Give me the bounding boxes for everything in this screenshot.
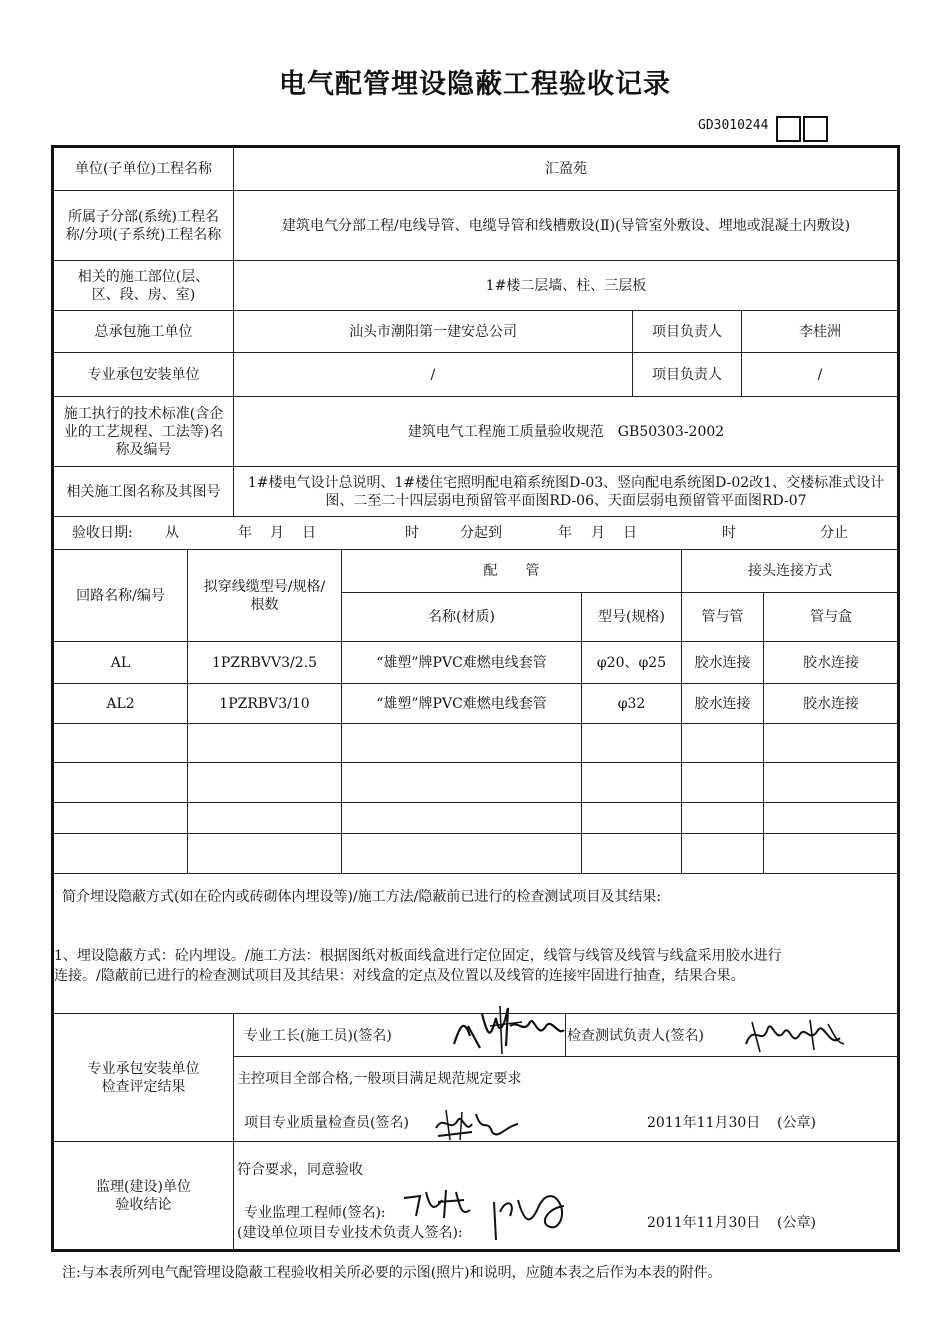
table-cell-cable: 1PZRBV3/10 — [219, 695, 310, 712]
header-joint: 接头连接方式 — [748, 563, 832, 579]
supervision-label — [54, 1142, 233, 1250]
sub-contractor-value: / — [430, 366, 436, 383]
sub-contractor-label: 专业承包安装单位 — [87, 366, 200, 383]
supervision-label-line-2: 验收结论 — [115, 1197, 172, 1213]
supervisor-signature — [398, 1182, 578, 1244]
subdivision-value: 建筑电气分部工程/电线导管、电缆导管和线槽敷设(Ⅱ)(导管室外敷设、埋地或混凝土内敷设) — [281, 217, 851, 234]
table-cell-model: φ32 — [617, 695, 646, 712]
foreman-sign-label: 专业工长(施工员)(签名) — [244, 1028, 392, 1044]
header-name: 名称(材质) — [428, 609, 495, 625]
header-circuit: 回路名称/编号 — [76, 587, 165, 604]
date-year-2: 年 — [558, 525, 572, 541]
table-cell-model: φ20、φ25 — [596, 654, 667, 671]
engineer-sign-label: 专业监理工程师(签名): — [244, 1205, 386, 1221]
drawings-label: 相关施工图名称及其图号 — [66, 483, 221, 500]
header-cable: 拟穿线缆型号/规格/根数 — [203, 578, 326, 613]
description-line-2: 连接。/隐蔽前已进行的检查测试项目及其结果：对线盒的定点及位置以及线管的连接牢固进行抽查，结果合果。 — [54, 968, 745, 984]
tester-sign-label: 检查测试负责人(签名) — [567, 1028, 704, 1044]
date-from: 从 — [165, 525, 179, 541]
unit-name-value: 汇盈苑 — [545, 160, 587, 177]
pm-value-1: 李桂洲 — [799, 323, 841, 340]
table-cell-pipe-pipe: 胶水连接 — [694, 695, 751, 712]
header-pipe: 配 管 — [483, 563, 540, 579]
supervision-label-line-1: 监理(建设)单位 — [96, 1179, 191, 1195]
date-month-2: 月 — [591, 525, 605, 541]
date-hour-1: 时 — [405, 525, 419, 541]
sub-eval-seal: (公章) — [777, 1115, 816, 1131]
date-hour-2: 时 — [722, 525, 736, 541]
table-cell-circuit: AL — [110, 654, 131, 671]
date-label: 验收日期: — [72, 525, 133, 541]
header-model: 型号(规格) — [598, 609, 665, 625]
header-pipe-pipe: 管与管 — [701, 609, 744, 625]
inspector-sign-label: 项目专业质量检查员(签名) — [244, 1115, 409, 1131]
pm-value-2: / — [817, 366, 823, 383]
sub-eval-result: 主控项目全部合格,一般项目满足规范规定要求 — [237, 1071, 522, 1087]
sub-eval-label-line-2: 检查评定结果 — [101, 1078, 186, 1095]
code-box-2 — [803, 116, 828, 142]
unit-name-label: 单位(子单位)工程名称 — [75, 160, 212, 177]
table-cell-name: “雄塑”牌PVC难燃电线套管 — [376, 654, 547, 671]
table-cell-name: “雄塑”牌PVC难燃电线套管 — [376, 695, 547, 712]
table-cell-pipe-box: 胶水连接 — [803, 654, 859, 671]
table-cell-circuit: AL2 — [106, 695, 135, 712]
date-minute-start: 分起到 — [460, 525, 502, 541]
drawings-value: 1#楼电气设计总说明、1#楼住宅照明配电箱系统图D-03、竖向配电系统图D-02改1、交楼标准式设计图、二至二十四层弱电预留管平面图RD-06、天面层弱电预留管平面图RD-07 — [247, 474, 885, 509]
owner-sign-label: (建设单位项目专业技术负责人签名): — [237, 1225, 463, 1241]
location-label: 相关的施工部位(层、区、段、房、室) — [77, 268, 210, 303]
header-pipe-box: 管与盒 — [810, 609, 852, 625]
date-day-1: 日 — [302, 525, 316, 541]
foreman-signature — [450, 996, 568, 1056]
subdivision-label: 所属子分部(系统)工程名称/分项(子系统)工程名称 — [65, 208, 222, 243]
pm-label-1: 项目负责人 — [652, 323, 722, 340]
table-cell-cable: 1PZRBVV3/2.5 — [212, 654, 317, 671]
standard-value: 建筑电气工程施工质量验收规范 GB50303-2002 — [407, 423, 725, 440]
description-prompt: 简介埋设隐蔽方式(如在砼内或砖砌体内埋设等)/施工方法/隐蔽前已进行的检查测试项目及其结果: — [62, 889, 662, 905]
table-cell-pipe-box: 胶水连接 — [803, 695, 859, 712]
table-cell-pipe-pipe: 胶水连接 — [694, 654, 751, 671]
code-box-1 — [776, 116, 801, 142]
general-contractor-value: 汕头市潮阳第一建安总公司 — [349, 323, 517, 340]
standard-label: 施工执行的技术标准(含企业的工艺规程、工法等)名称及编号 — [63, 405, 224, 458]
date-minute-end: 分止 — [820, 525, 848, 541]
date-day-2: 日 — [623, 525, 637, 541]
sub-eval-date: 2011年11月30日 — [647, 1115, 761, 1131]
sub-eval-label — [54, 1014, 233, 1141]
supervision-result: 符合要求，同意验收 — [237, 1162, 363, 1178]
supervision-seal: (公章) — [777, 1215, 816, 1231]
date-month-1: 月 — [270, 525, 284, 541]
footnote: 注:与本表所列电气配管埋设隐蔽工程验收相关所必要的示图(照片)和说明，应随本表之后作为本表的附件。 — [62, 1265, 722, 1281]
description-line-1: 1、埋设隐蔽方式：砼内埋设。/施工方法：根据图纸对板面线盒进行定位固定，线管与线管及线管与线盒采用胶水进行 — [54, 948, 782, 964]
inspector-signature — [432, 1104, 522, 1144]
tester-signature — [740, 1014, 850, 1056]
date-year-1: 年 — [238, 525, 252, 541]
sub-eval-label-line-1: 专业承包安装单位 — [87, 1060, 200, 1077]
supervision-date: 2011年11月30日 — [647, 1215, 761, 1231]
document-title: 电气配管埋设隐蔽工程验收记录 — [279, 69, 671, 100]
location-value: 1#楼二层墙、柱、三层板 — [485, 277, 647, 294]
document-code: GD3010244 — [698, 118, 769, 133]
general-contractor-label: 总承包施工单位 — [94, 323, 193, 340]
pm-label-2: 项目负责人 — [652, 366, 722, 383]
